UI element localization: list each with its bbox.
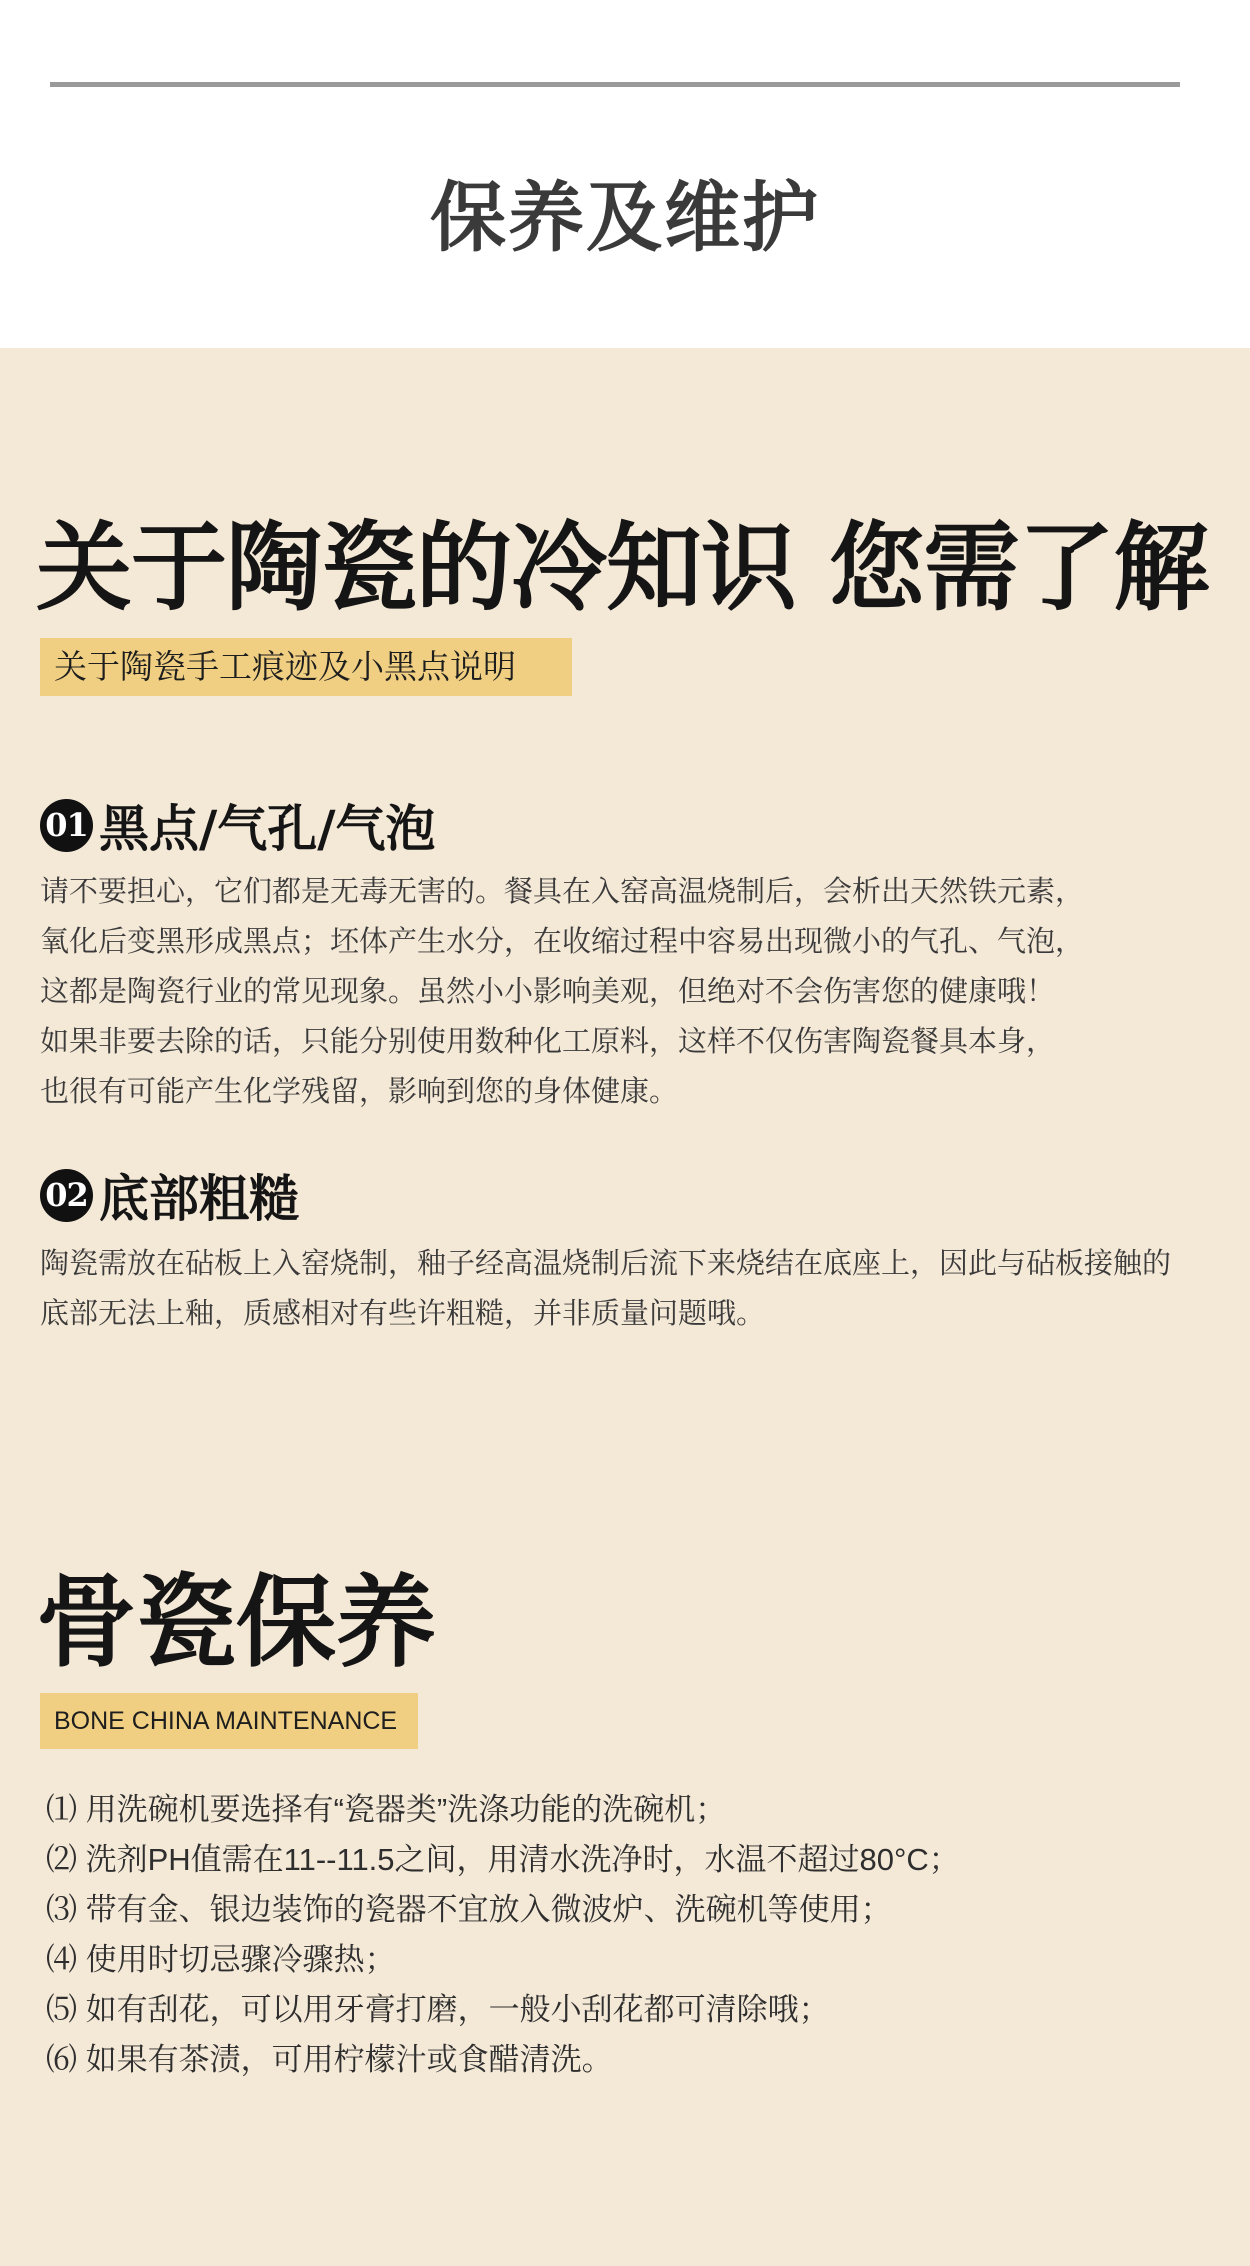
- number-badge-02: 02: [40, 1169, 93, 1222]
- maintenance-list: [46, 1785, 1216, 2085]
- list-item: ⑷ 使用时切忌骤冷骤热；: [46, 1942, 396, 1977]
- paragraph-line: 底部无法上釉，质感相对有些许粗糙，并非质量问题哦。: [40, 1298, 766, 1330]
- list-item: ⑵ 洗剂PH值需在11--11.5之间，用清水洗净时，水温不超过80°C；: [46, 1842, 960, 1877]
- section-title-rough-bottom: 底部粗糙: [99, 1169, 299, 1228]
- list-item: ⑸ 如有刮花，可以用牙膏打磨，一般小刮花都可清除哦；: [46, 1992, 830, 2027]
- section-title-black-dots: 黑点/气孔/气泡: [99, 799, 436, 858]
- page-title: 保养及维护: [430, 173, 820, 262]
- black-dots-description: [40, 867, 1220, 1117]
- paragraph-line: 氧化后变黑形成黑点；坯体产生水分，在收缩过程中容易出现微小的气孔、气泡，: [40, 926, 1085, 958]
- paragraph-line: 陶瓷需放在砧板上入窑烧制，釉子经高温烧制后流下来烧结在底座上，因此与砧板接触的: [40, 1248, 1172, 1280]
- paragraph-line: 请不要担心，它们都是无毒无害的。餐具在入窑高温烧制后，会析出天然铁元素，: [40, 876, 1085, 908]
- list-item: ⑹ 如果有茶渍，可用柠檬汁或食醋清洗。: [46, 2042, 613, 2077]
- paragraph-line: 也很有可能产生化学残留，影响到您的身体健康。: [40, 1076, 679, 1108]
- section-heading-rough-bottom: [40, 1165, 299, 1228]
- section-heading-black-dots: [40, 795, 436, 858]
- header-divider: [50, 82, 1180, 87]
- header-section: [0, 0, 1250, 348]
- knowledge-tag: 关于陶瓷手工痕迹及小黑点说明: [40, 638, 572, 696]
- maintenance-tag: BONE CHINA MAINTENANCE: [40, 1693, 418, 1749]
- number-badge-01: 01: [40, 799, 93, 852]
- paragraph-line: 这都是陶瓷行业的常见现象。虽然小小影响美观，但绝对不会伤害您的健康哦！: [40, 976, 1056, 1008]
- knowledge-title: 关于陶瓷的冷知识 您需了解: [36, 511, 1209, 624]
- list-item: ⑶ 带有金、银边装饰的瓷器不宜放入微波炉、洗碗机等使用；: [46, 1892, 892, 1927]
- list-item: ⑴ 用洗碗机要选择有“瓷器类”洗涤功能的洗碗机；: [46, 1792, 727, 1827]
- paragraph-line: 如果非要去除的话，只能分别使用数种化工原料，这样不仅伤害陶瓷餐具本身，: [40, 1026, 1056, 1058]
- rough-bottom-description: [40, 1239, 1220, 1339]
- maintenance-title: 骨瓷保养: [36, 1563, 436, 1681]
